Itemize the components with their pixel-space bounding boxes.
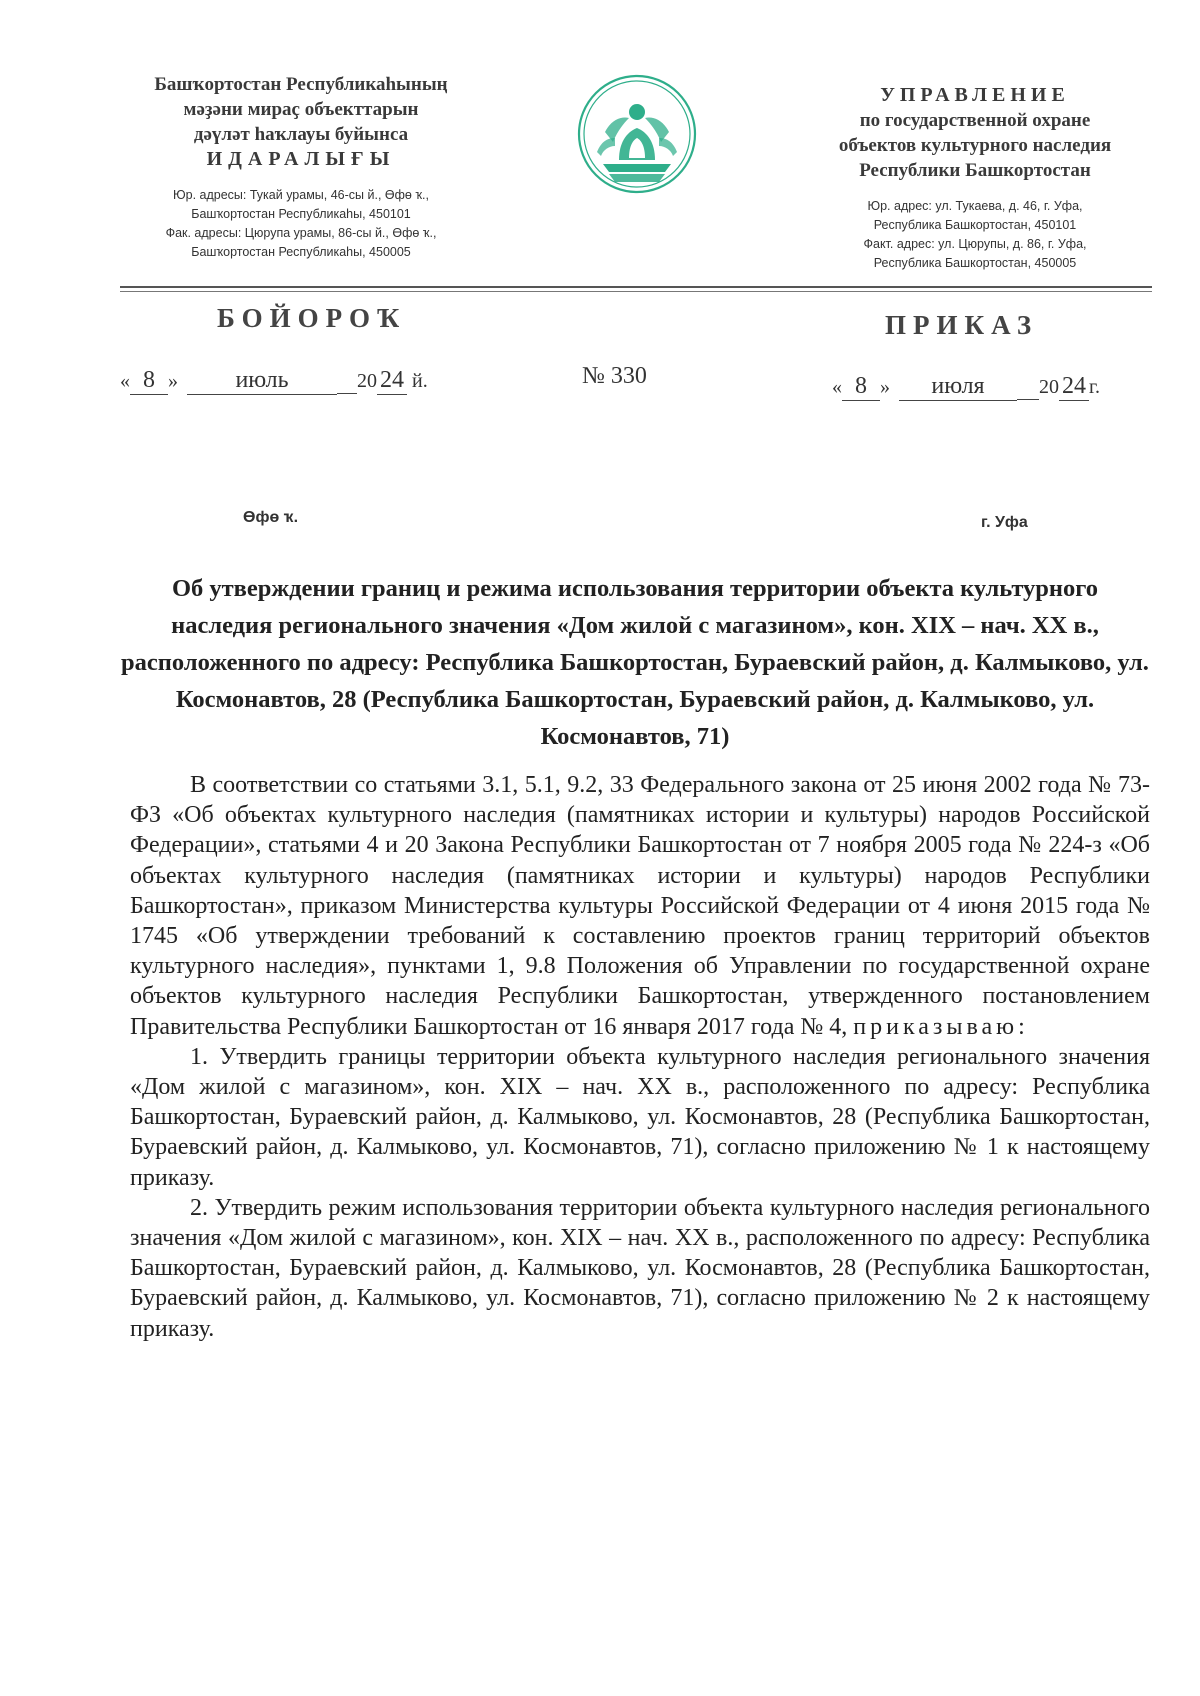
- item-1-paragraph: 1. Утвердить границы территории объекта культурного наследия регионального значения «Дом жилой с магазином», кон. XIX – нач. XX в., расположенного по адресу: Республика Башкортостан, Бураевский район, д. Калмыково, ул. Космонавтов, 28 (Республика Башкортостан, Бураевский район, д. Калмыково, ул. Космонавтов, 71), согласно приложению № 1 к настоящему приказу.: [130, 1043, 1150, 1191]
- header-right-address: [790, 197, 1160, 273]
- header-left: [112, 72, 490, 262]
- date-month: июля: [899, 373, 1017, 401]
- org-line: Башҡортостан Республикаһының: [154, 74, 448, 95]
- header-right-title: УПРАВЛЕНИЕ: [880, 84, 1070, 106]
- header-right-org: [790, 108, 1160, 183]
- document-number: № 330: [582, 363, 647, 389]
- close-quote: »: [880, 376, 890, 398]
- address-line: Республика Башкортостан, 450101: [873, 218, 1077, 232]
- org-line: по государственной охране: [859, 110, 1091, 131]
- date-filler: [337, 370, 357, 394]
- address-line: Башҡортостан Республикаһы, 450101: [191, 207, 411, 221]
- header-divider-thin: [120, 291, 1152, 292]
- address-line: Республика Башкортостан, 450005: [873, 256, 1077, 270]
- date-day: 8: [842, 373, 880, 401]
- bashkortostan-emblem-icon: [575, 72, 699, 196]
- header-left-address: [112, 186, 490, 262]
- item-2-paragraph: 2. Утвердить режим использования территории объекта культурного наследия регионального значения «Дом жилой с магазином», кон. XIX – нач. XX в., расположенного по адресу: Республика Башкортостан, Бураевский район, д. Калмыково, ул. Космонавтов, 28 (Республика Башкортостан, Бураевский район, д. Калмыково, ул. Космонавтов, 71), согласно приложению № 2 к настоящему приказу.: [130, 1194, 1150, 1342]
- document-body: [130, 770, 1150, 1344]
- address-line: Юр. адрес: ул. Тукаева, д. 46, г. Уфа,: [867, 199, 1083, 213]
- order-colon: :: [1018, 1013, 1025, 1040]
- header-right: [790, 82, 1160, 273]
- header-left-org: [112, 72, 490, 172]
- org-line: объектов культурного наследия: [838, 135, 1112, 156]
- address-line: Факт. адрес: ул. Цюрупы, д. 86, г. Уфа,: [863, 237, 1087, 251]
- org-line: Республики Башкортостан: [859, 160, 1091, 181]
- document-heading: Об утверждении границ и режима использования территории объекта культурного наследия регионального значения «Дом жилой с магазином», кон. XIX – нач. XX в., расположенного по адресу: Республика Башкортостан, Бураевский район, д. Калмыково, ул. Космонавтов, 28 (Республика Башкортостан, Бураевский район, д. Калмыково, ул. Космонавтов, 71): [121, 575, 1149, 750]
- date-year-prefix: 20: [357, 370, 377, 392]
- doc-type-right: ПРИКАЗ: [885, 310, 1039, 340]
- date-filler: [1017, 376, 1039, 400]
- address-line: Юр. адресы: Тукай урамы, 46-сы й., Өфө ҡ.,: [173, 188, 429, 202]
- date-suffix: г.: [1089, 376, 1100, 398]
- city-left: Өфө ҡ.: [243, 509, 299, 526]
- date-year-suffix: 24: [1059, 373, 1089, 401]
- date-suffix: й.: [412, 370, 428, 392]
- preamble-text: В соответствии со статьями 3.1, 5.1, 9.2, 33 Федерального закона от 25 июня 2002 года № 73-ФЗ «Об объектах культурного наследия (памятниках истории и культуры) народов Российской Федерации», статьями 4 и 20 Закона Республики Башкортостан от 7 ноября 2005 года № 224-з «Об объектах культурного наследия (памятниках истории и культуры) народов Республики Башкортостан», приказом Министерства культуры Российской Федерации от 4 июня 2015 года № 1745 «Об утверждении требований к составлению проектов границ территорий объектов культурного наследия», пунктами 1, 9.8 Положения об Управлении по государственной охране объектов культурного наследия Республики Башкортостан, утвержденного постановлением Правительства Республики Башкортостан от 16 января 2017 года № 4,: [130, 772, 1150, 1040]
- header-divider: [120, 286, 1152, 288]
- date-year-prefix: 20: [1039, 376, 1059, 398]
- address-line: Башҡортостан Республикаһы, 450005: [191, 245, 411, 259]
- doc-type-left: БОЙОРОҠ: [217, 303, 407, 333]
- city-right: г. Уфа: [981, 514, 1028, 531]
- org-line: мәҙәни мираҫ объекттарын: [183, 99, 419, 120]
- date-month: июль: [187, 367, 337, 395]
- date-left: [120, 367, 428, 395]
- preamble-paragraph: [130, 770, 1150, 1042]
- date-right: [832, 373, 1100, 401]
- org-line: ИДАРАЛЫҒЫ: [206, 148, 396, 170]
- date-year-suffix: 24: [377, 367, 407, 395]
- open-quote: «: [832, 376, 842, 398]
- org-line: дәүләт һаҡлауы буйынса: [193, 124, 409, 145]
- close-quote: »: [168, 370, 178, 392]
- address-line: Фак. адресы: Цюрупа урамы, 86-сы й., Өфө ҡ.,: [165, 226, 437, 240]
- order-word: приказываю: [853, 1013, 1019, 1040]
- open-quote: «: [120, 370, 130, 392]
- date-day: 8: [130, 367, 168, 395]
